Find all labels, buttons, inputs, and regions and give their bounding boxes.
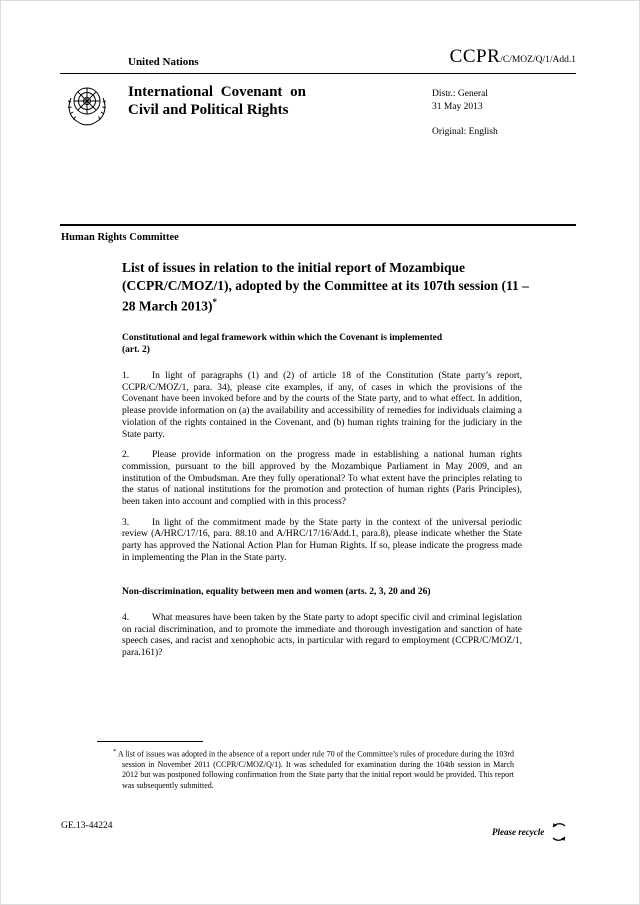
covenant-title-line2: Civil and Political Rights xyxy=(128,102,289,118)
document-title xyxy=(122,259,536,315)
section-heading-constitutional xyxy=(122,333,522,356)
recycle-mark xyxy=(492,821,571,843)
paragraph-number: 3. xyxy=(122,517,130,528)
paragraph-number: 4. xyxy=(122,613,130,624)
doc-number: GE.13-44224 xyxy=(61,821,113,831)
doc-symbol-prefix: CCPR xyxy=(449,46,501,67)
paragraph-1 xyxy=(122,371,522,441)
doc-symbol-suffix: /C/MOZ/Q/1/Add.1 xyxy=(500,55,576,65)
committee-heading: Human Rights Committee xyxy=(61,232,179,243)
recycle-icon xyxy=(547,821,571,843)
paragraph-4 xyxy=(122,613,522,660)
org-name: United Nations xyxy=(128,56,199,68)
footnote-marker: * xyxy=(113,748,117,755)
covenant-title-line1: International Covenant on xyxy=(128,84,307,100)
footnote-text: A list of issues was adopted in the absence of a report under rule 70 of the Committee’s rules of procedure during the 103rd session in November 2011 (CCPR/C/MOZ/Q/1). It was scheduled for examination during the 104th session in March 2012 but was postponed following confirmation from the State party that the initial report would be provided. This report was subsequently submitted. xyxy=(117,749,514,790)
section-rule xyxy=(60,224,576,226)
paragraph-text: In light of paragraphs (1) and (2) of article 18 of the Constitution (State party’s report, CCPR/C/MOZ/1, para. 34), please cite examples, if any, of cases in which the provisions of the Covenant have been invoked before and by the courts of the State party, and to what effect. In addition, please provide information on (a) the availability and accessibility of remedies for individuals claiming a violation of the rights contained in the Covenant, and (b) human rights training for the judiciary in the State party. xyxy=(122,371,522,440)
paragraph-number: 1. xyxy=(122,371,130,381)
recycle-label: Please recycle xyxy=(492,827,545,837)
paragraph-number: 2. xyxy=(122,450,130,461)
paragraph-3 xyxy=(122,518,522,565)
original-language-line: Original: English xyxy=(432,127,498,137)
footnote xyxy=(113,747,514,791)
section-heading-line: Non-discrimination, equality between men and women (arts. 2, 3, 20 and 26) xyxy=(122,586,431,597)
paragraph-text: In light of the commitment made by the State party in the context of the universal periodic review (A/HRC/17/16, para. 88.10 and A/HRC/17/16/Add.1, para.8), please indicate whether the State party has approved the National Action Plan for Human Rights. If so, please indicate the progress made in implementing the Plan in the State party. xyxy=(122,517,522,563)
document-title-text: List of issues in relation to the initial report of Mozambique (CCPR/C/MOZ/1), adopted by the Committee at its 107th session (11 – 28 March 2013) xyxy=(122,260,529,314)
distribution-block xyxy=(432,88,498,139)
doc-symbol xyxy=(450,46,576,68)
section-heading-line: (art. 2) xyxy=(122,344,150,355)
content xyxy=(122,333,522,669)
footnote-rule xyxy=(97,741,203,742)
paragraph-text: What measures have been taken by the State party to adopt specific civil and criminal legislation on racial discrimination, and to promote the immediate and thorough investigation and sanction of hate speech cases, and racist and xenophobic acts, in particular with regard to employment (CCPR/C/MOZ/1, para.161)? xyxy=(122,613,522,659)
covenant-title xyxy=(128,83,306,119)
un-emblem-icon xyxy=(63,82,111,132)
section-heading-non-discrimination xyxy=(122,587,522,599)
paragraph-text: Please provide information on the progress made in establishing a national human rights commission, pursuant to the bill approved by the Mozambique Parliament in May 2009, and an institution of the Ombudsman. Are they fully operational? To what extent have the principles relating to the status of national institutions for the promotion and protection of human rights (Paris Principles), been taken into account and complied with in this process? xyxy=(122,450,522,508)
paragraph-2 xyxy=(122,450,522,509)
section-heading-line: Constitutional and legal framework within which the Covenant is implemented xyxy=(122,333,443,343)
header xyxy=(60,46,576,74)
distr-line: Distr.: General xyxy=(432,89,488,99)
date-line: 31 May 2013 xyxy=(432,101,483,112)
title-footnote-marker: * xyxy=(212,297,217,307)
